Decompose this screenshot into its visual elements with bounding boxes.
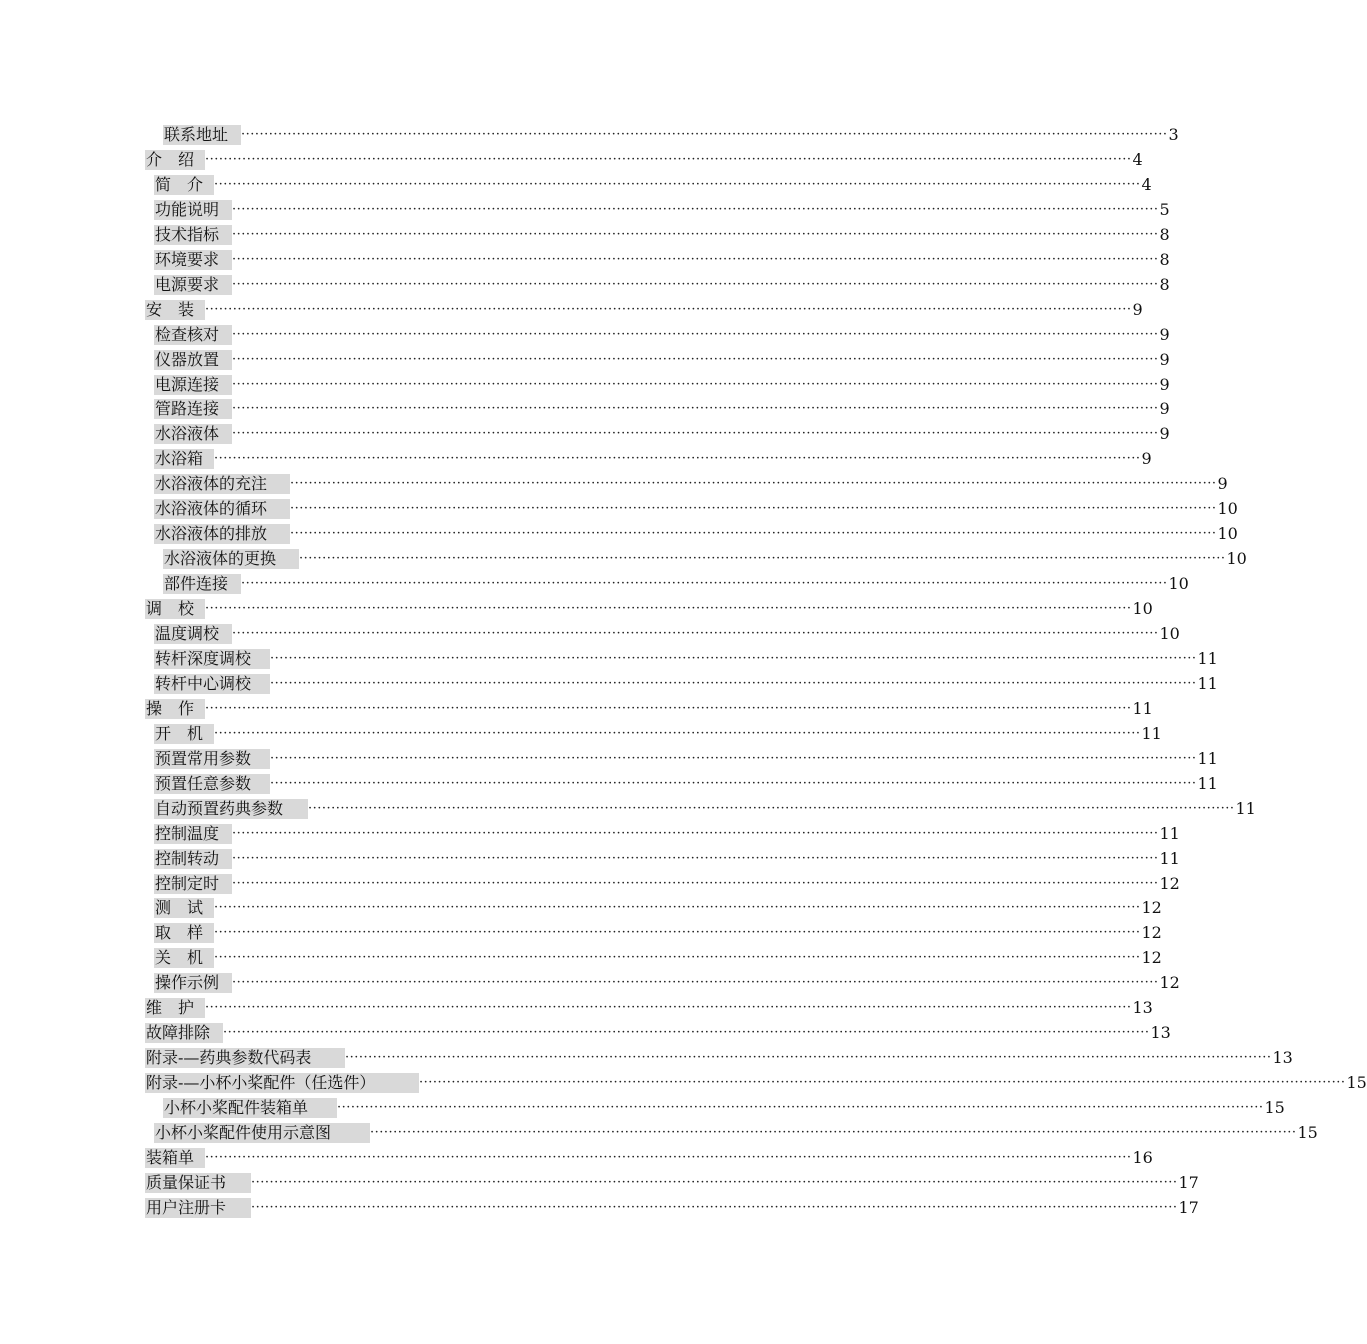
toc-entry[interactable] — [154, 324, 1170, 346]
toc-entry[interactable] — [154, 349, 1170, 371]
toc-entry-label: 控制转动 — [154, 849, 232, 869]
toc-entry-label: 装箱单 — [145, 1148, 205, 1168]
toc-entry-label: 温度调校 — [154, 624, 232, 644]
toc-entry[interactable] — [154, 374, 1170, 396]
toc-entry-label: 调 校 — [145, 599, 205, 619]
toc-entry[interactable] — [154, 623, 1180, 645]
toc-page-number: 4 — [1141, 175, 1152, 194]
toc-leader-dots: ········································································································································································································ — [270, 776, 1197, 791]
toc-entry[interactable] — [154, 972, 1180, 994]
toc-page-number: 10 — [1217, 499, 1238, 518]
toc-entry[interactable] — [154, 448, 1152, 470]
toc-entry-label: 环境要求 — [154, 250, 232, 270]
toc-page-number: 13 — [1132, 998, 1153, 1017]
toc-page-number: 16 — [1132, 1148, 1153, 1167]
toc-entry[interactable] — [145, 1147, 1153, 1169]
toc-page-number: 11 — [1159, 849, 1180, 868]
toc-entry-label: 水浴液体的更换 — [163, 549, 299, 569]
toc-leader-dots: ········································································································································································································ — [214, 900, 1141, 915]
toc-leader-dots: ········································································································································································································ — [232, 876, 1159, 891]
toc-entry-label: 转杆深度调校 — [154, 649, 270, 669]
toc-entry-label: 关 机 — [154, 948, 214, 968]
toc-entry[interactable] — [145, 1047, 1293, 1069]
toc-page-number: 10 — [1217, 524, 1238, 543]
toc-leader-dots: ········································································································································································································ — [223, 1025, 1150, 1040]
toc-entry[interactable] — [154, 922, 1162, 944]
toc-entry-label: 附录-—小杯小桨配件（任选件） — [145, 1073, 419, 1093]
toc-entry[interactable] — [145, 1172, 1199, 1194]
toc-page-number: 11 — [1197, 749, 1218, 768]
toc-page-number: 9 — [1132, 300, 1143, 319]
toc-page-number: 10 — [1168, 574, 1189, 593]
toc-page-number: 11 — [1197, 649, 1218, 668]
toc-leader-dots: ········································································································································································································ — [214, 726, 1141, 741]
toc-entry-label: 介 绍 — [145, 150, 205, 170]
toc-entry-label: 检查核对 — [154, 325, 232, 345]
toc-leader-dots: ········································································································································································································ — [290, 501, 1217, 516]
toc-entry[interactable] — [154, 773, 1218, 795]
toc-page-number: 9 — [1159, 375, 1170, 394]
toc-entry-label: 预置任意参数 — [154, 774, 270, 794]
toc-entry-label: 转杆中心调校 — [154, 674, 270, 694]
toc-entry-label: 安 装 — [145, 300, 205, 320]
toc-entry[interactable] — [154, 648, 1218, 670]
toc-entry[interactable] — [154, 798, 1256, 820]
toc-entry[interactable] — [154, 473, 1228, 495]
toc-entry[interactable] — [163, 548, 1247, 570]
toc-page-number: 9 — [1159, 325, 1170, 344]
toc-page-number: 15 — [1346, 1073, 1367, 1092]
toc-entry-label: 电源要求 — [154, 275, 232, 295]
toc-leader-dots: ········································································································································································································ — [205, 601, 1132, 616]
toc-leader-dots: ········································································································································································································ — [370, 1125, 1297, 1140]
toc-entry-label: 测 试 — [154, 898, 214, 918]
toc-entry-label: 取 样 — [154, 923, 214, 943]
toc-entry[interactable] — [154, 1122, 1318, 1144]
toc-leader-dots: ········································································································································································································ — [290, 526, 1217, 541]
toc-entry-label: 水浴箱 — [154, 449, 214, 469]
toc-leader-dots: ········································································································································································································ — [232, 826, 1159, 841]
toc-entry[interactable] — [145, 1197, 1199, 1219]
toc-leader-dots: ········································································································································································································ — [270, 751, 1197, 766]
toc-page-number: 12 — [1159, 874, 1180, 893]
toc-entry-label: 操作示例 — [154, 973, 232, 993]
toc-leader-dots: ········································································································································································································ — [270, 676, 1197, 691]
toc-leader-dots: ········································································································································································································ — [214, 451, 1141, 466]
toc-leader-dots: ········································································································································································································ — [251, 1200, 1178, 1215]
toc-entry[interactable] — [154, 673, 1218, 695]
toc-page-number: 13 — [1272, 1048, 1293, 1067]
toc-entry[interactable] — [145, 1072, 1367, 1094]
toc-entry-label: 电源连接 — [154, 375, 232, 395]
toc-page-number: 13 — [1150, 1023, 1171, 1042]
toc-entry-label: 功能说明 — [154, 200, 232, 220]
toc-page-number: 15 — [1264, 1098, 1285, 1117]
toc-entry[interactable] — [145, 997, 1153, 1019]
toc-page-number: 12 — [1141, 898, 1162, 917]
toc-leader-dots: ········································································································································································································ — [270, 651, 1197, 666]
toc-page-number: 15 — [1297, 1123, 1318, 1142]
toc-entry[interactable] — [154, 897, 1162, 919]
toc-page-number: 11 — [1197, 674, 1218, 693]
toc-entry-label: 技术指标 — [154, 225, 232, 245]
toc-entry-label: 控制定时 — [154, 874, 232, 894]
toc-leader-dots: ········································································································································································································ — [241, 127, 1168, 142]
toc-page-number: 12 — [1159, 973, 1180, 992]
toc-page-number: 9 — [1159, 399, 1170, 418]
toc-page-number: 9 — [1159, 424, 1170, 443]
toc-leader-dots: ········································································································································································································ — [214, 950, 1141, 965]
toc-page-number: 11 — [1197, 774, 1218, 793]
toc-entry-label: 联系地址 — [163, 125, 241, 145]
toc-entry[interactable] — [154, 947, 1162, 969]
toc-leader-dots: ········································································································································································································ — [232, 377, 1159, 392]
toc-leader-dots: ········································································································································································································ — [205, 1000, 1132, 1015]
toc-entry[interactable] — [154, 398, 1170, 420]
toc-page-number: 17 — [1178, 1198, 1199, 1217]
toc-entry-label: 小杯小桨配件使用示意图 — [154, 1123, 370, 1143]
toc-leader-dots: ········································································································································································································ — [214, 925, 1141, 940]
toc-leader-dots: ········································································································································································································ — [299, 551, 1226, 566]
toc-leader-dots: ········································································································································································································ — [232, 252, 1159, 267]
toc-leader-dots: ········································································································································································································ — [232, 851, 1159, 866]
toc-page-number: 12 — [1141, 948, 1162, 967]
toc-leader-dots: ········································································································································································································ — [232, 401, 1159, 416]
toc-entry-label: 用户注册卡 — [145, 1198, 251, 1218]
toc-entry[interactable] — [154, 823, 1180, 845]
toc-page-number: 10 — [1132, 599, 1153, 618]
toc-entry-label: 水浴液体的充注 — [154, 474, 290, 494]
toc-leader-dots: ········································································································································································································ — [205, 701, 1132, 716]
toc-page-number: 11 — [1235, 799, 1256, 818]
toc-page-number: 9 — [1217, 474, 1228, 493]
toc-entry-label: 小杯小桨配件装箱单 — [163, 1098, 337, 1118]
toc-entry[interactable] — [154, 723, 1162, 745]
toc-leader-dots: ········································································································································································································ — [205, 1150, 1132, 1165]
toc-page-number: 17 — [1178, 1173, 1199, 1192]
toc-leader-dots: ········································································································································································································ — [308, 801, 1235, 816]
toc-page-number: 9 — [1159, 350, 1170, 369]
toc-entry[interactable] — [154, 498, 1238, 520]
toc-page-number: 4 — [1132, 150, 1143, 169]
toc-entry-label: 水浴液体的排放 — [154, 524, 290, 544]
toc-leader-dots: ········································································································································································································ — [290, 476, 1217, 491]
toc-entry-label: 质量保证书 — [145, 1173, 251, 1193]
toc-entry[interactable] — [154, 523, 1238, 545]
toc-entry[interactable] — [154, 199, 1170, 221]
toc-entry[interactable] — [154, 174, 1152, 196]
toc-entry-label: 操 作 — [145, 699, 205, 719]
toc-page-number: 10 — [1226, 549, 1247, 568]
toc-entry-label: 附录-—药典参数代码表 — [145, 1048, 345, 1068]
toc-page-number: 10 — [1159, 624, 1180, 643]
toc-leader-dots: ········································································································································································································ — [232, 626, 1159, 641]
toc-leader-dots: ········································································································································································································ — [232, 352, 1159, 367]
toc-leader-dots: ········································································································································································································ — [241, 576, 1168, 591]
toc-entry-label: 部件连接 — [163, 574, 241, 594]
toc-entry[interactable] — [145, 598, 1153, 620]
toc-page-number: 3 — [1168, 125, 1179, 144]
toc-entry[interactable] — [154, 748, 1218, 770]
toc-leader-dots: ········································································································································································································ — [232, 327, 1159, 342]
toc-entry[interactable] — [163, 1097, 1285, 1119]
toc-page-number: 11 — [1159, 824, 1180, 843]
toc-entry-label: 自动预置药典参数 — [154, 799, 308, 819]
toc-entry[interactable] — [154, 224, 1170, 246]
toc-entry[interactable] — [154, 423, 1170, 445]
toc-entry[interactable] — [154, 274, 1170, 296]
toc-leader-dots: ········································································································································································································ — [232, 277, 1159, 292]
toc-entry[interactable] — [163, 573, 1189, 595]
toc-entry[interactable] — [154, 848, 1180, 870]
toc-leader-dots: ········································································································································································································ — [419, 1075, 1346, 1090]
toc-page-number: 11 — [1132, 699, 1153, 718]
toc-leader-dots: ········································································································································································································ — [251, 1175, 1178, 1190]
toc-entry-label: 开 机 — [154, 724, 214, 744]
toc-entry[interactable] — [145, 149, 1143, 171]
toc-leader-dots: ········································································································································································································ — [232, 202, 1159, 217]
toc-leader-dots: ········································································································································································································ — [232, 426, 1159, 441]
toc-entry-label: 维 护 — [145, 998, 205, 1018]
toc-page-number: 8 — [1159, 250, 1170, 269]
toc-leader-dots: ········································································································································································································ — [337, 1100, 1264, 1115]
toc-entry[interactable] — [163, 124, 1179, 146]
toc-entry-label: 水浴液体的循环 — [154, 499, 290, 519]
toc-leader-dots: ········································································································································································································ — [205, 152, 1132, 167]
toc-page-number: 11 — [1141, 724, 1162, 743]
toc-leader-dots: ········································································································································································································ — [205, 302, 1132, 317]
toc-entry[interactable] — [154, 873, 1180, 895]
toc-page-number: 5 — [1159, 200, 1170, 219]
toc-leader-dots: ········································································································································································································ — [214, 177, 1141, 192]
toc-entry-label: 故障排除 — [145, 1023, 223, 1043]
toc-page-number: 12 — [1141, 923, 1162, 942]
toc-page-number: 8 — [1159, 225, 1170, 244]
toc-entry[interactable] — [154, 249, 1170, 271]
toc-entry-label: 控制温度 — [154, 824, 232, 844]
toc-page-number: 9 — [1141, 449, 1152, 468]
toc-page-number: 8 — [1159, 275, 1170, 294]
toc-entry-label: 水浴液体 — [154, 424, 232, 444]
toc-leader-dots: ········································································································································································································ — [232, 227, 1159, 242]
toc-entry-label: 预置常用参数 — [154, 749, 270, 769]
toc-entry[interactable] — [145, 1022, 1171, 1044]
toc-leader-dots: ········································································································································································································ — [232, 975, 1159, 990]
toc-entry[interactable] — [145, 698, 1153, 720]
toc-leader-dots: ········································································································································································································ — [345, 1050, 1272, 1065]
toc-entry-label: 简 介 — [154, 175, 214, 195]
toc-entry[interactable] — [145, 299, 1143, 321]
toc-entry-label: 管路连接 — [154, 399, 232, 419]
toc-entry-label: 仪器放置 — [154, 350, 232, 370]
